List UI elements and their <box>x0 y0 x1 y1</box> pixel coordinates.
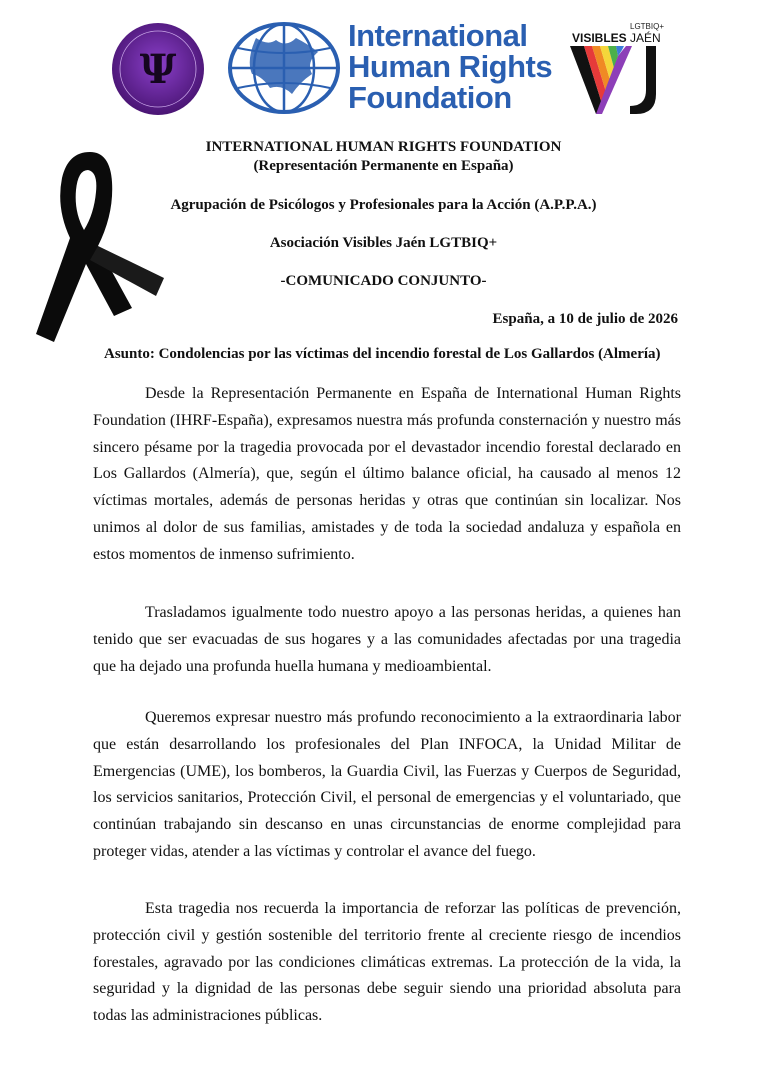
org-appa-title: Agrupación de Psicólogos y Profesionales para la Acción (A.P.P.A.) <box>170 197 597 213</box>
ihrf-logo <box>226 18 556 116</box>
visibles-jaen-logo <box>566 22 666 116</box>
vj-title <box>572 31 661 45</box>
org-visibles-title: Asociación Visibles Jaén LGTBIQ+ <box>269 235 498 251</box>
ihrf-name-line-2: Human Rights <box>348 49 553 84</box>
org-ihrf-title: INTERNATIONAL HUMAN RIGHTS FOUNDATION <box>205 139 562 155</box>
paragraph-2: Trasladamos igualmente todo nuestro apoyo a las personas heridas, a quienes han tenido que ser evacuadas de sus hogares y a las comunidades afectadas por una tragedia que ha dejado una profunda huella humana y medioambiental. <box>93 604 681 675</box>
vj-title-bold: VISIBLES <box>572 31 627 45</box>
svg-text:Ψ: Ψ <box>139 46 177 93</box>
ihrf-name-line-1: International <box>348 18 528 53</box>
paragraph-4: Esta tragedia nos recuerda la importancia de reforzar las políticas de prevención, protección civil y gestión sostenible del territorio frente al creciente riesgo de incendios forestales, agravado por las condiciones climáticas extremas. La protección de la vida, la seguridad y la dignidad de las personas debe seguir siendo una prioridad absoluta para todas las administraciones públicas. <box>93 900 681 1025</box>
document-subject: Asunto: Condolencias por las víctimas del incendio forestal de Los Gallardos (Almería) <box>104 346 661 362</box>
logo-header <box>0 0 767 125</box>
rainbow-vj-icon <box>566 44 666 116</box>
paragraph-3: Queremos expresar nuestro más profundo reconocimiento a la extraordinaria labor que están desarrollando los profesionales del Plan INFOCA, la Unidad Militar de Emergencias (UME), los bomberos, la Guardia Civil, las Fuerzas y Cuerpos de Seguridad, los servicios sanitarios, Protección Civil, el personal de emergencias y el voluntariado, que continúan trabajando sin descanso en unas circunstancias de enorme complejidad para proteger vidas, atender a las víctimas y controlar el avance del fuego. <box>93 709 681 860</box>
org-ihrf-subtitle: (Representación Permanente en España) <box>253 158 514 174</box>
document-type: -COMUNICADO CONJUNTO- <box>280 273 487 289</box>
ihrf-name-line-3: Foundation <box>348 80 512 115</box>
globe-icon <box>226 18 346 116</box>
paragraph-1: Desde la Representación Permanente en España de International Human Rights Foundation (IHRF-España), expresamos nuestra más profunda consternación y nuestro más sincero pésame por la tragedia provocada por el devastador incendio forestal declarado en Los Gallardos (Almería), que, según el último balance oficial, ha causado al menos 12 víctimas mortales, además de personas heridas y otras que continúan sin localizar. Nos unimos al dolor de sus familias, amistades y de toda la sociedad andaluza y española en estos momentos de inmenso sufrimiento. <box>93 385 681 563</box>
psi-seal-icon <box>111 22 205 116</box>
vj-title-light: JAÉN <box>630 31 661 45</box>
vj-small-tag: LGTBIQ+ <box>630 22 665 31</box>
document-date: España, a 10 de julio de 2026 <box>492 311 678 327</box>
